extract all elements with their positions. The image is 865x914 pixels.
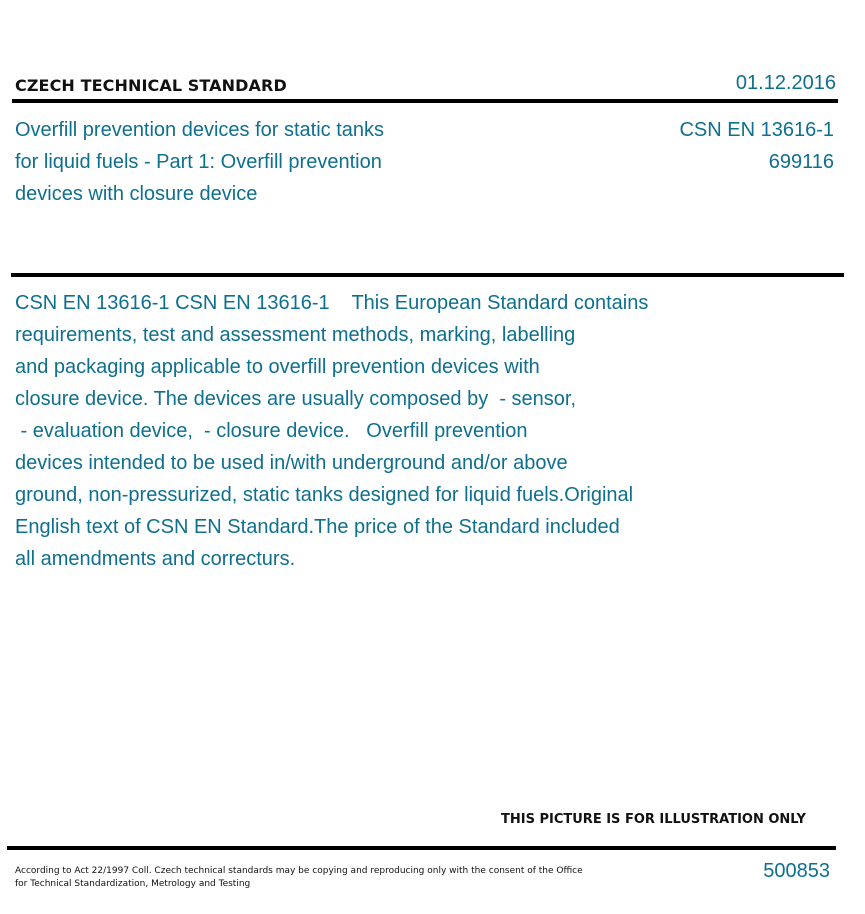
document-identifiers	[679, 114, 834, 178]
abstract-line: - evaluation device, - closure device. Overfill prevention	[15, 420, 528, 442]
abstract-line: all amendments and correcturs.	[15, 548, 296, 570]
publication-date: 01.12.2016	[735, 72, 836, 94]
abstract-line: devices intended to be used in/with underground and/or above	[15, 452, 568, 474]
footer-code: 500853	[763, 860, 830, 882]
catalog-number: 699116	[768, 151, 834, 173]
legal-notice-line: for Technical Standardization, Metrology and Testing	[15, 879, 251, 889]
document-title	[15, 114, 435, 210]
header-divider	[12, 99, 838, 103]
title-line: Overfill prevention devices for static tanks	[15, 119, 385, 141]
abstract-line: ground, non-pressurized, static tanks designed for liquid fuels.Original	[15, 484, 634, 506]
standard-number: CSN EN 13616-1	[679, 119, 834, 141]
abstract-text	[15, 287, 705, 575]
abstract-line: requirements, test and assessment methods, marking, labelling	[15, 324, 576, 346]
footer-divider	[7, 846, 836, 850]
abstract-line: English text of CSN EN Standard.The price of the Standard included	[15, 516, 620, 538]
title-divider	[11, 273, 844, 277]
legal-notice	[15, 865, 583, 891]
legal-notice-line: According to Act 22/1997 Coll. Czech technical standards may be copying and reproducing only with the consent of the Office	[15, 866, 583, 876]
illustration-disclaimer: THIS PICTURE IS FOR ILLUSTRATION ONLY	[501, 812, 806, 827]
title-line: devices with closure device	[15, 183, 258, 205]
abstract-line: CSN EN 13616-1 CSN EN 13616-1 This European Standard contains	[15, 292, 649, 314]
standard-type-label: CZECH TECHNICAL STANDARD	[15, 76, 287, 95]
title-line: for liquid fuels - Part 1: Overfill prevention	[15, 151, 382, 173]
abstract-line: and packaging applicable to overfill prevention devices with	[15, 356, 540, 378]
abstract-line: closure device. The devices are usually composed by - sensor,	[15, 388, 577, 410]
